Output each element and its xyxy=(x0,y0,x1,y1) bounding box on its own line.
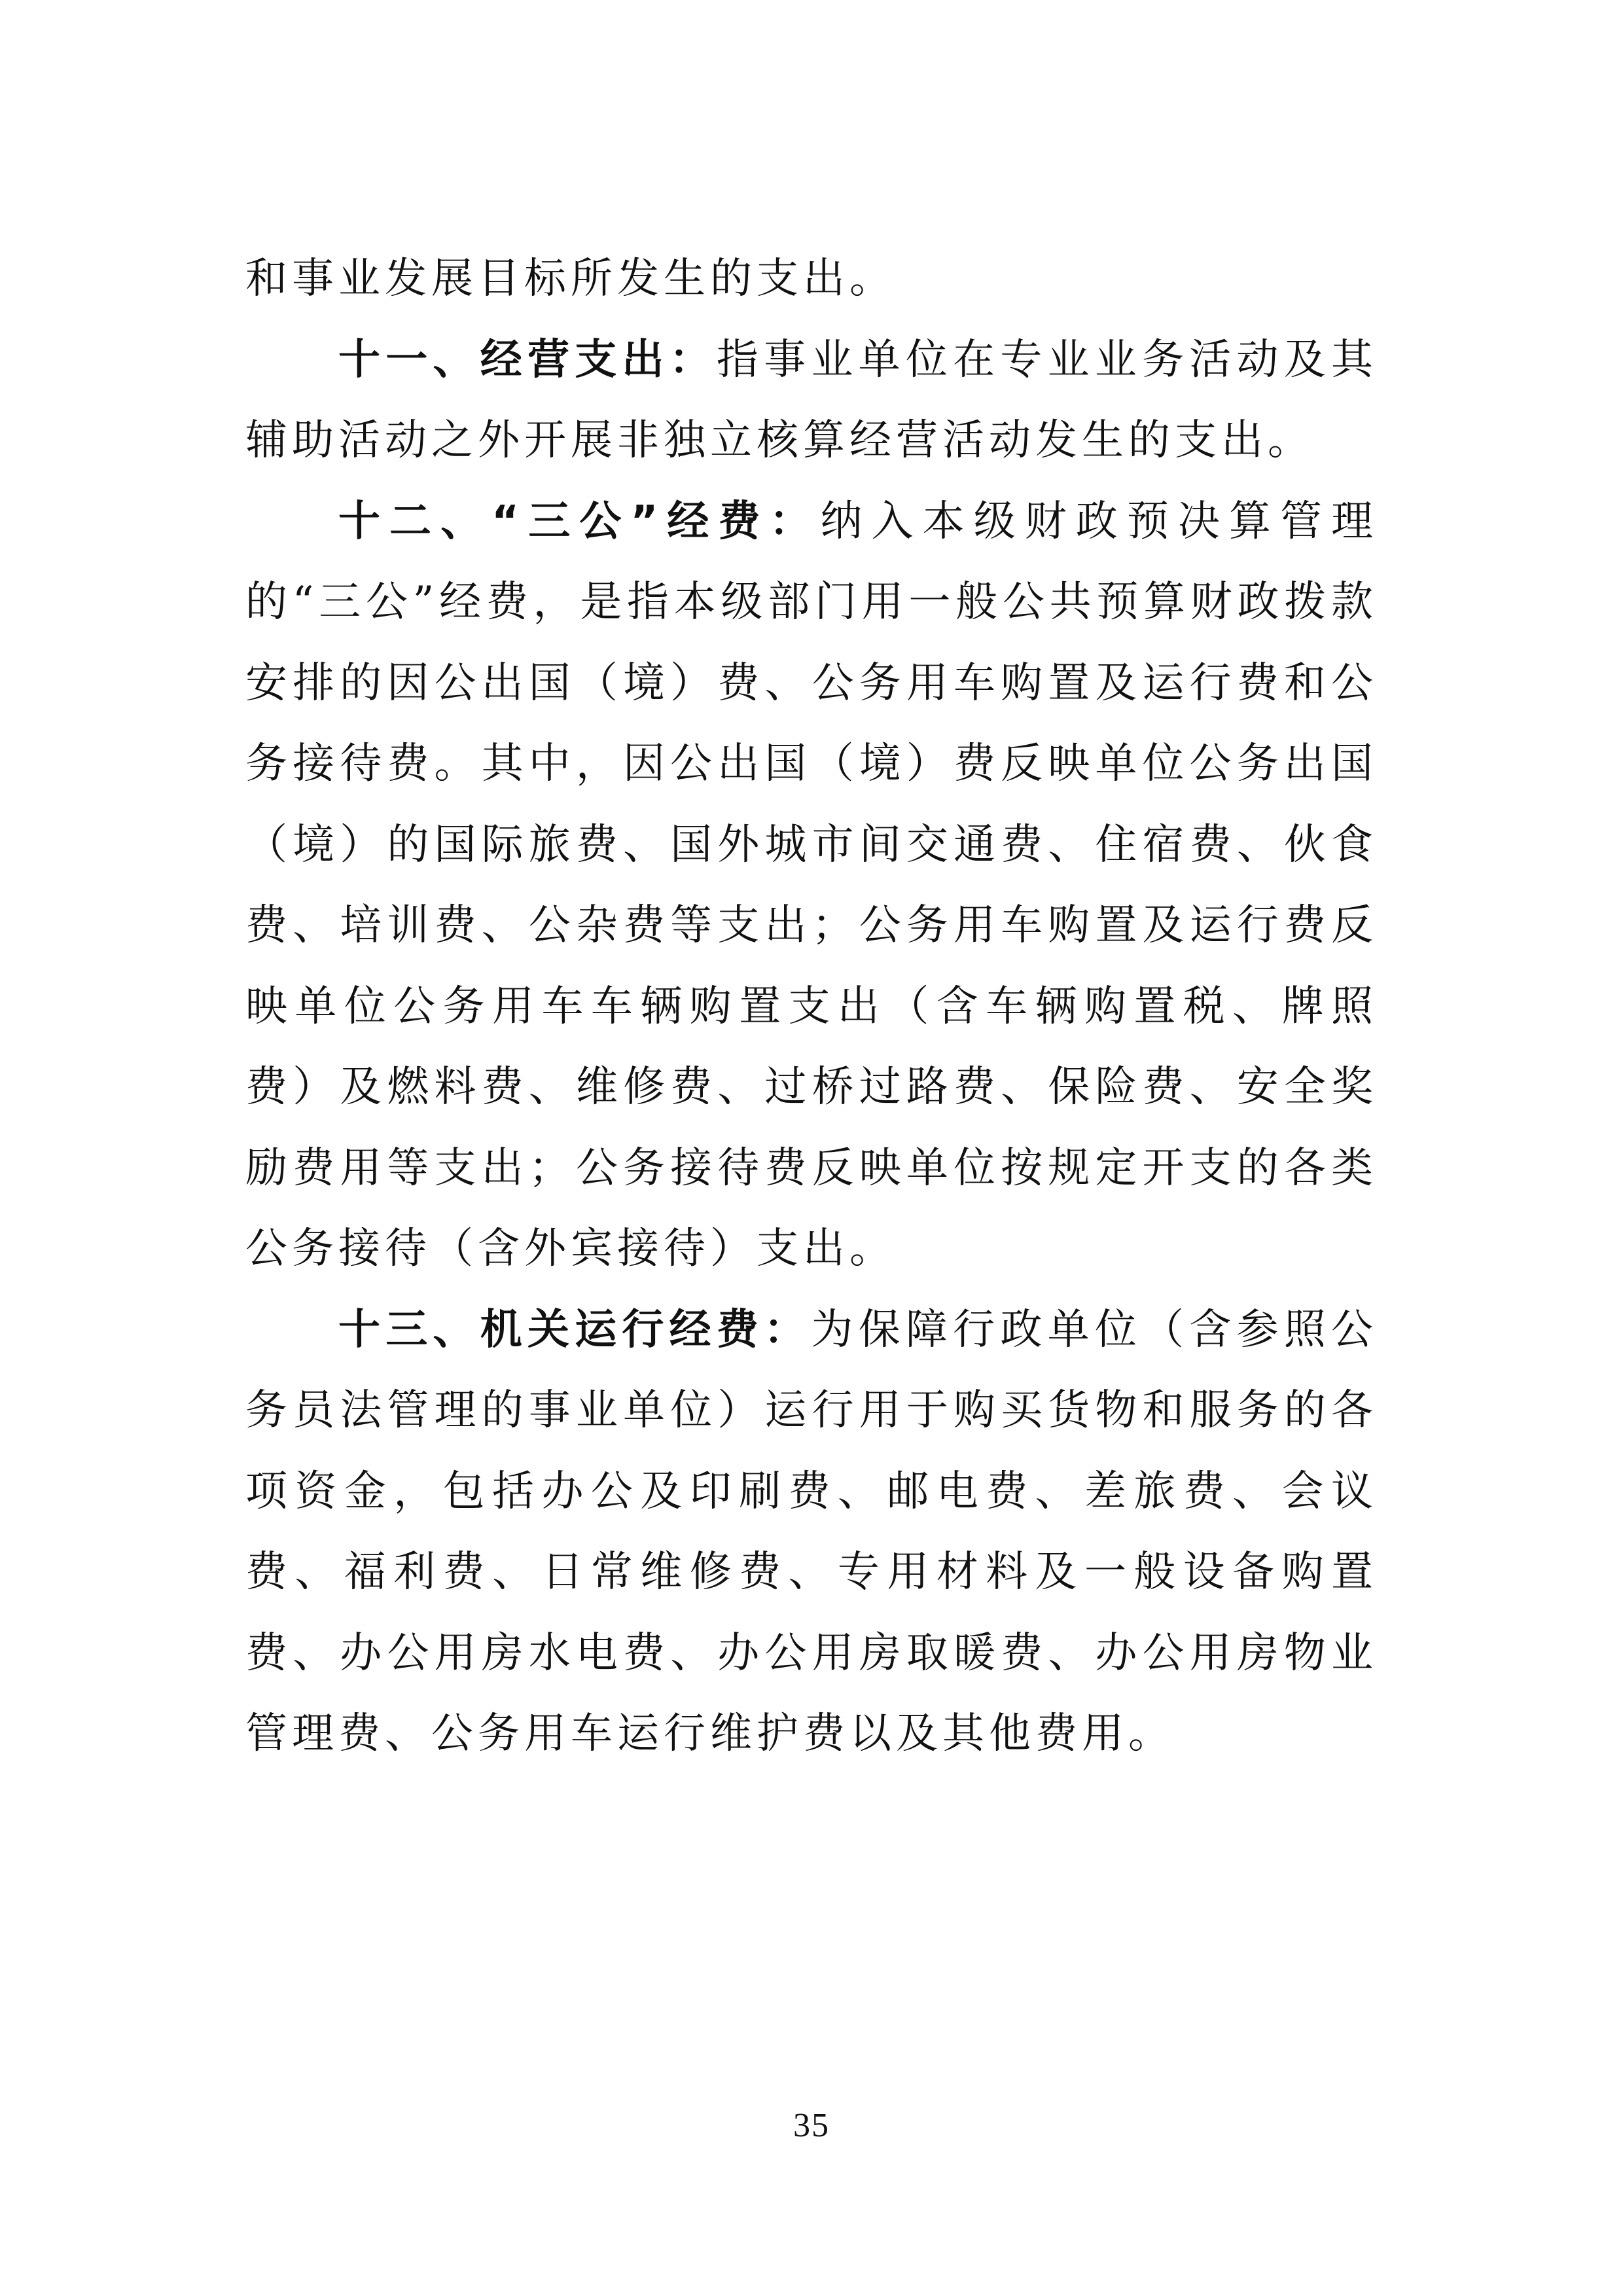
term-heading: 十二、“三公”经费： xyxy=(338,497,821,546)
paragraph-text: 为保障行政单位（含参照公务员法管理的事业单位）运行用于购买货物和服务的各项资金，包括办公及印刷费、邮电费、差旅费、会议费、福利费、日常维修费、专用材料及一般设备购置费、办公用房水电费、办公用房取暖费、办公用房物业管理费、公务用车运行维护费以及其他费用。 xyxy=(245,1305,1378,1758)
body-text xyxy=(245,239,1378,1775)
paragraph-text: 纳入本级财政预决算管理的“三公”经费，是指本级部门用一般公共预算财政拨款安排的因公出国（境）费、公务用车购置及运行费和公务接待费。其中，因公出国（境）费反映单位公务出国（境）的国际旅费、国外城市间交通费、住宿费、伙食费、培训费、公杂费等支出；公务用车购置及运行费反映单位公务用车车辆购置支出（含车辆购置税、牌照费）及燃料费、维修费、过桥过路费、保险费、安全奖励费用等支出；公务接待费反映单位按规定开支的各类公务接待（含外宾接待）支出。 xyxy=(245,497,1378,1273)
paragraph-text: 和事业发展目标所发生的支出。 xyxy=(245,255,896,303)
paragraph-continuation xyxy=(245,239,1378,320)
paragraph-agency-operating-expenses xyxy=(245,1290,1378,1775)
paragraph-three-public-expenses xyxy=(245,482,1378,1290)
page-number: 35 xyxy=(793,2107,830,2144)
paragraph-text: 指事业单位在专业业务活动及其辅助活动之外开展非独立核算经营活动发生的支出。 xyxy=(245,335,1378,465)
term-heading: 十一、经营支出： xyxy=(338,335,717,384)
paragraph-operating-expenditure xyxy=(245,320,1378,482)
term-heading: 十三、机关运行经费： xyxy=(338,1305,812,1354)
